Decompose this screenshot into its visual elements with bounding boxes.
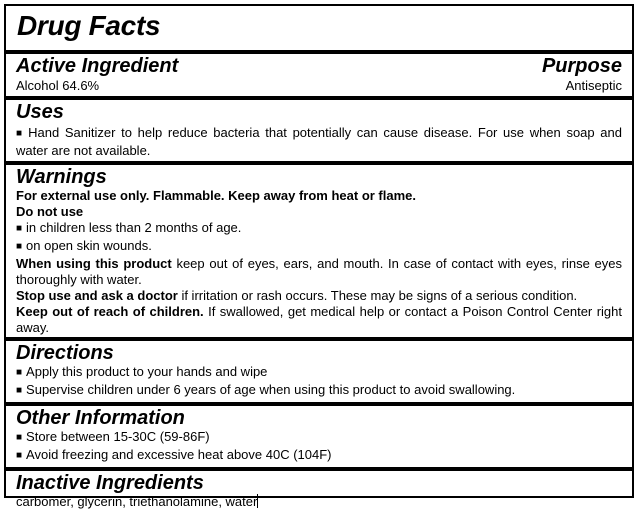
other-information-heading: Other Information — [16, 407, 185, 429]
active-ingredient-heading: Active Ingredient — [16, 55, 179, 77]
text-cursor — [257, 494, 258, 508]
other-information-item: ■ Avoid freezing and excessive heat above 40C (104F) — [16, 447, 622, 465]
uses-section — [6, 96, 632, 161]
warnings-external-use: For external use only. Flammable. Keep away from heat or flame. — [16, 188, 416, 203]
stop-use-label: Stop use and ask a doctor — [16, 288, 178, 303]
when-using-label: When using this product — [16, 256, 172, 271]
do-not-use-item: ■ in children less than 2 months of age. — [16, 220, 622, 238]
directions-item: ■ Apply this product to your hands and wipe — [16, 364, 622, 382]
drug-facts-panel — [4, 4, 634, 509]
purpose-heading: Purpose — [541, 55, 622, 77]
inactive-ingredients-field[interactable] — [16, 494, 622, 510]
warnings-heading: Warnings — [16, 166, 107, 188]
active-ingredient-value: Alcohol 64.6% — [16, 78, 100, 93]
uses-heading: Uses — [16, 101, 64, 123]
when-using-paragraph — [16, 256, 622, 288]
do-not-use-label: Do not use — [16, 204, 84, 219]
other-information-item: ■ Store between 15-30C (59-86F) — [16, 429, 622, 447]
active-ingredient-section — [6, 50, 632, 96]
other-information-section — [6, 402, 632, 467]
directions-section — [6, 337, 632, 402]
keep-out-paragraph — [16, 304, 622, 336]
inactive-ingredients-text: carbomer, glycerin, triethanolamine, water — [16, 494, 258, 509]
inactive-ingredients-heading: Inactive Ingredients — [16, 472, 204, 494]
stop-use-paragraph — [16, 288, 622, 304]
warnings-section — [6, 161, 632, 337]
stop-use-text: if irritation or rash occurs. These may be signs of a serious condition. — [177, 288, 578, 303]
when-using-text: keep out of eyes, ears, and mouth. In case of contact with eyes, rinse eyes thoroughly with water. — [16, 256, 622, 287]
purpose-value: Antiseptic — [565, 78, 622, 93]
uses-item: ■ Hand Sanitizer to help reduce bacteria that potentially can cause disease. For use when soap and water are not available. — [16, 125, 622, 159]
directions-item: ■ Supervise children under 6 years of age when using this product to avoid swallowing. — [16, 382, 622, 400]
inactive-ingredients-section — [6, 467, 632, 510]
page-title: Drug Facts — [17, 10, 161, 41]
keep-out-label: Keep out of reach of children. — [16, 304, 204, 319]
do-not-use-item: ■ on open skin wounds. — [16, 238, 622, 256]
directions-heading: Directions — [16, 342, 114, 364]
keep-out-text: If swallowed, get medical help or contact a Poison Control Center right away. — [16, 304, 623, 335]
